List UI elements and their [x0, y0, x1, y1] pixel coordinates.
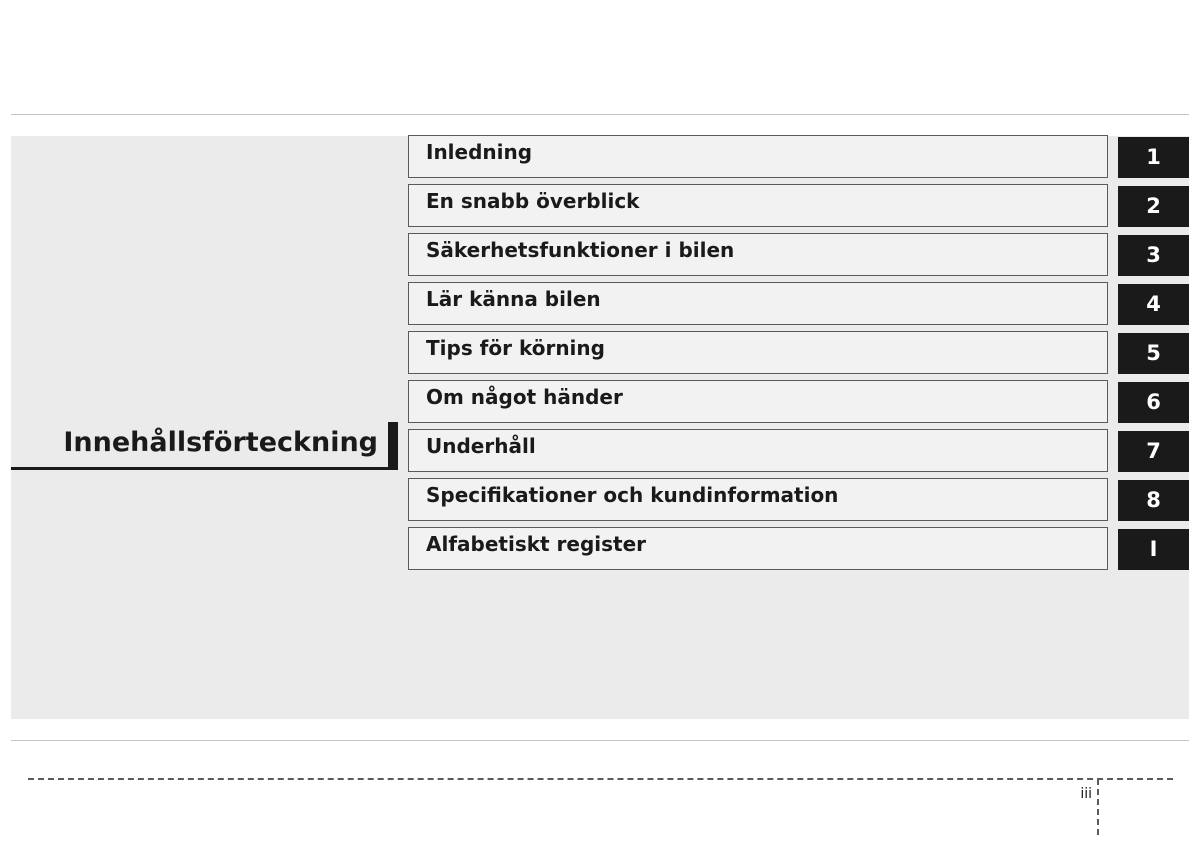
title-marker-bar: [388, 422, 398, 470]
chapter-link-specifications[interactable]: [408, 478, 1108, 521]
chapter-tab-1[interactable]: 1: [1118, 137, 1189, 178]
chapter-label: En snabb överblick: [426, 189, 640, 213]
chapter-label: Lär känna bilen: [426, 287, 601, 311]
chapter-link-maintenance[interactable]: [408, 429, 1108, 472]
chapter-row-index: [408, 527, 1189, 571]
chapter-link-driving-tips[interactable]: [408, 331, 1108, 374]
chapter-row-5: [408, 331, 1189, 375]
footer-dashed-divider: [1097, 779, 1099, 835]
chapter-tab-3[interactable]: 3: [1118, 235, 1189, 276]
chapter-list: [408, 135, 1189, 576]
chapter-link-safety[interactable]: [408, 233, 1108, 276]
chapter-tab-4[interactable]: 4: [1118, 284, 1189, 325]
chapter-link-overview[interactable]: [408, 184, 1108, 227]
chapter-row-6: [408, 380, 1189, 424]
chapter-tab-2[interactable]: 2: [1118, 186, 1189, 227]
chapter-link-know-car[interactable]: [408, 282, 1108, 325]
page-title: Innehållsförteckning: [63, 427, 378, 458]
page-number: iii: [1080, 786, 1092, 802]
bottom-rule: [11, 740, 1189, 741]
chapter-link-inledning[interactable]: [408, 135, 1108, 178]
chapter-label: Inledning: [426, 140, 533, 164]
chapter-row-2: [408, 184, 1189, 228]
footer-dashed-rule: [28, 778, 1173, 780]
chapter-label: Alfabetiskt register: [426, 532, 647, 556]
chapter-row-1: [408, 135, 1189, 179]
chapter-label: Säkerhetsfunktioner i bilen: [426, 238, 735, 262]
chapter-tab-5[interactable]: 5: [1118, 333, 1189, 374]
chapter-tab-7[interactable]: 7: [1118, 431, 1189, 472]
chapter-row-4: [408, 282, 1189, 326]
chapter-tab-8[interactable]: 8: [1118, 480, 1189, 521]
top-rule: [11, 114, 1189, 115]
chapter-label: Om något händer: [426, 385, 623, 409]
chapter-link-emergency[interactable]: [408, 380, 1108, 423]
chapter-label: Specifikationer och kundinformation: [426, 483, 839, 507]
chapter-label: Underhåll: [426, 434, 536, 458]
chapter-tab-6[interactable]: 6: [1118, 382, 1189, 423]
chapter-row-8: [408, 478, 1189, 522]
chapter-row-3: [408, 233, 1189, 277]
chapter-row-7: [408, 429, 1189, 473]
chapter-label: Tips för körning: [426, 336, 605, 360]
title-underline: [11, 467, 398, 470]
chapter-link-index[interactable]: [408, 527, 1108, 570]
chapter-tab-index[interactable]: I: [1118, 529, 1189, 570]
